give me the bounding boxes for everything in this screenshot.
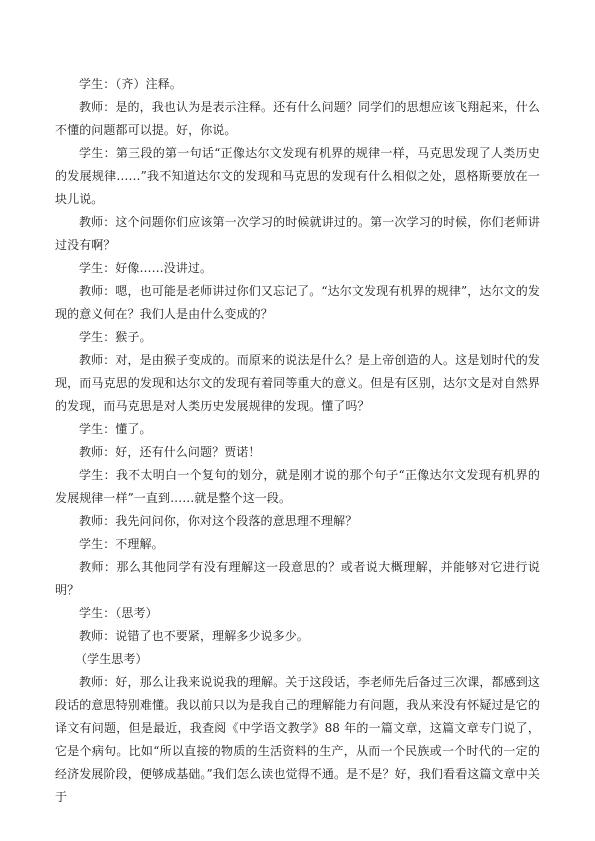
paragraph-4: 教师：这个问题你们应该第一次学习的时候就讲过的。第一次学习的时候，你们老师讲过没有啊？ [55,215,540,252]
paragraph-10: 教师：好，还有什么问题？贾诺！ [79,445,261,459]
paragraph-1: 学生：（齐）注释。 [79,77,182,91]
paragraph-13: 学生：不理解。 [79,537,164,551]
paragraph-14: 教师：那么其他同学有没有理解这一段意思的？或者说大概理解，并能够对它进行说明？ [55,560,540,597]
paragraph-3: 学生：第三段的第一句话“正像达尔文发现有机界的规律一样，马克思发现了人类历史的发展规律……”我不知道达尔文的发现和马克思的发现有什么相似之处，恩格斯要放在一块儿说。 [55,146,540,206]
paragraph-9: 学生：懂了。 [79,422,152,436]
paragraph-2: 教师：是的，我也认为是表示注释。还有什么问题？同学们的思想应该飞翔起来，什么不懂的问题都可以提。好，你说。 [55,100,540,137]
document-body [55,73,540,809]
paragraph-11: 学生：我不太明白一个复句的划分，就是刚才说的那个句子“正像达尔文发现有机界的发展规律一样”一直到……就是整个这一段。 [55,468,540,505]
paragraph-18: 教师：好，那么让我来说说我的理解。关于这段话，李老师先后备过三次课，都感到这段话的意思特别难懂。我以前只以为是我自己的理解能力有问题，我从来没有怀疑过是它的译文有问题，但是最近，我查阅《中学语文教学》88 年的一篇文章，这篇文章专门说了，它是个病句。比如“所以直接的物质的生活资料的生产，从而一个民族或一个时代的一定的经济发展阶段，便够成基础。”我们怎么读也觉得不通。是不是？好，我们看看这篇文章中关于 [55,675,540,804]
paragraph-17: （学生思考） [75,652,148,666]
paragraph-15: 学生：（思考） [79,606,158,620]
paragraph-8: 教师：对，是由猴子变成的。而原来的说法是什么？是上帝创造的人。这是划时代的发现，而马克思的发现和达尔文的发现有着同等重大的意义。但是有区别，达尔文是对自然界的发现，而马克思是对人类历史发展规律的发现。懂了吗？ [55,353,540,413]
paragraph-16: 教师：说错了也不要紧，理解多少说多少。 [79,629,309,643]
paragraph-7: 学生：猴子。 [79,330,152,344]
paragraph-5: 学生：好像……没讲过。 [79,261,213,275]
paragraph-6: 教师：嗯，也可能是老师讲过你们又忘记了。“达尔文发现有机界的规律”，达尔文的发现的意义何在？我们人是由什么变成的？ [55,284,540,321]
paragraph-12: 教师：我先问问你，你对这个段落的意思理不理解？ [79,514,358,528]
